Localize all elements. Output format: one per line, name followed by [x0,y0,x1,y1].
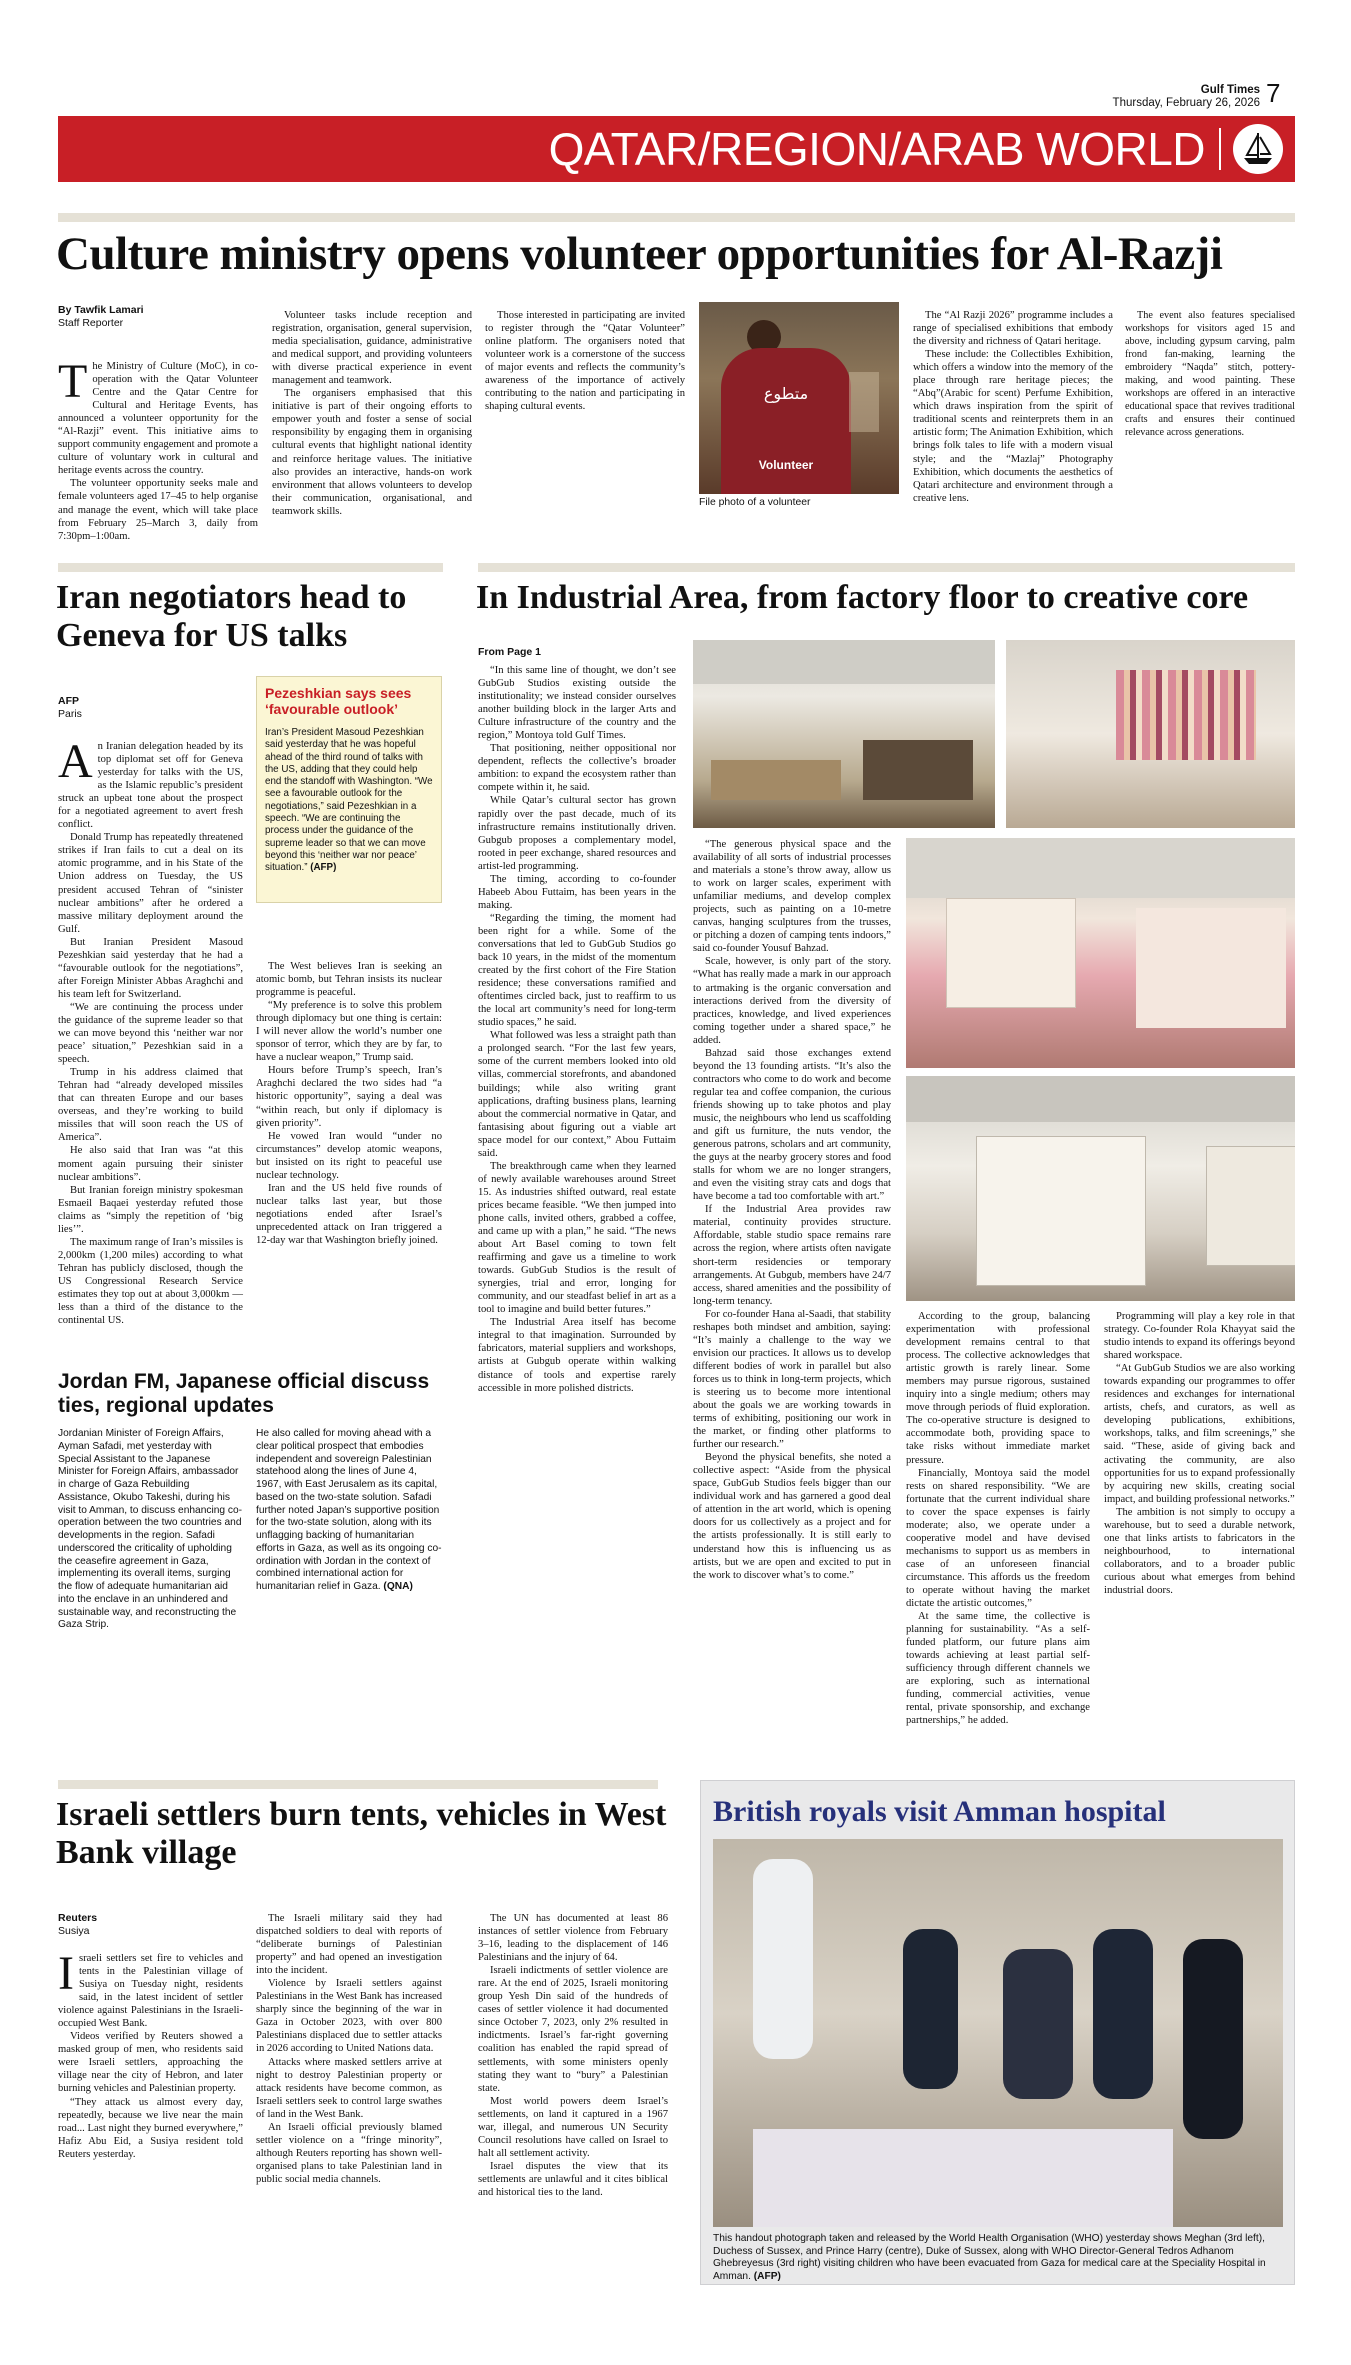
ceiling [693,640,995,684]
author: Reuters [58,1912,98,1924]
paragraph: According to the group, balancing experimentation with professional development remains central to that process. The collective acknowledges that artistic growth is rarely linear. Some members may pursue rigorous, sustained inquiry into a single medium; others may move through periods of fluid exploration. The co-operative structure is designed to accommodate both, providing space to take risks without immediate market pressure. [906,1311,1090,1466]
culture-col-1 [58,355,258,543]
paragraph: The volunteer opportunity seeks male and female volunteers aged 17–45 to help organise and manage the event, which will take place from February 25–March 3, daily from 7:30pm–1:00am. [58,478,258,542]
paragraph: At the same time, the collective is planning for sustainability. “As a self-funded platform, our future plans aim towards achieving at least partial self-sufficiency through different channels we are exploring, such as international funding, commercial activities, venue rental, private sponsorship, and exchange partnerships,” he added. [906,1611,1090,1727]
headline-jordan: Jordan FM, Japanese official discuss ties, regional updates [58,1370,430,1417]
byline-iran [58,695,158,721]
paragraph: For co-founder Hana al-Saadi, that stability reshapes both mindset and ambition, saying: “It’s mainly a challenge to the way we envision our practices. It allows us to develop different bodies of work in parallel but also forces us to think in long-term projects, which is steering us to become more intentional about the goals we are working towards in terms of exhibiting, positioning our work in the market, or finding other platforms to further our research.” [693,1308,891,1451]
camping-tent [946,898,1076,1008]
paragraph: The breakthrough came when they learned of newly available warehouses around Street 15. As industries shifted outward, real estate prices became feasible. “We then jumped into phone calls, invited others, grabbed a coffee, and came up with a plan,” he said. “The news about Art Basel coming to town felt reaffirming and gave us a timeline to work towards. GubGub Studios is the result of synergies, trial and error, longing for community, and our steadfast belief in art as a tool to imagine and build better futures.” [478,1160,676,1316]
dateline: Paris [58,708,82,720]
paper-name: Gulf Times [1200,84,1260,96]
paragraph: The timing, according to co-founder Habeeb Abou Futtaim, has been years in the making. [478,873,676,911]
paragraph: he Ministry of Culture (MoC), in co-operation with the Qatar Volunteer Centre and the Qatar Centre for Cultural and Heritage Events, has announced a volunteer opportunity for the “Al-Razji” event. This initiative aims to support community engagement and promote a culture of voluntary work in cultural and heritage events across the country. [58,361,258,477]
section-rule [58,563,443,572]
paragraph: Iran and the US held five rounds of nuclear talks last year, but those negotiations ended after Israel’s unprecedented attack on Iran triggered a 12-day war that Washington briefly joined. [256,1182,442,1246]
paragraph: Violence by Israeli settlers against Palestinians in the West Bank has increased sharply since the beginning of the war in Gaza in October 2023, with over 800 Palestinians displaced due to settler attacks in 2026 according to United Nations data. [256,1978,442,2055]
paragraph: “At GubGub Studios we are also working towards expanding our programmes to offer residences and exchanges for international artists, chefs, and curators, as well as developing publications, exhibitions, workshops, talks, and film screenings,” she said. “These, aside of giving back and activating the community, are also opportunities for us to expand professionally by acquiring new skills, creating social impact, and building professional networks.” [1104,1363,1295,1505]
royals-box [700,1780,1295,2285]
iran-col-1 [58,735,243,1327]
paragraph: Bahzad said those exchanges extend beyond the 13 founding artists. “It’s also the contractors who come to do work and become regular tea and coffee companion, the curious friends showing up to take photos and play music, the neighbours who lend us scaffolding and gift us furniture, the nuts vendor, the generous patrons, scholars and art community, the guys at the nearby grocery stores and food stalls for whom we are no longer strangers, and even the visiting stray cats and dogs that have become a tad too comfortable with art.” [693,1047,891,1203]
headline-culture: Culture ministry opens volunteer opportunities for Al-Razji [56,228,1223,280]
section-rule [58,213,1295,222]
ceiling [906,838,1295,898]
studio-photo-2 [1006,640,1295,828]
paragraph: But Iranian President Masoud Pezeshkian said yesterday that he had a “favourable outlook for the negotiations”, after Foreign Minister Abbas Araghchi and his team left for Switzerland. [58,936,243,1000]
headline-industrial: In Industrial Area, from factory floor to creative core [476,579,1249,616]
paragraph: n Iranian delegation headed by its top diplomat set off for Geneva yesterday for talks with the US, as the Islamic republic’s president struck an upbeat tone about the prospect for a negotiated agreement to avert fresh conflict. [58,741,243,831]
person-harry [1003,1949,1073,2099]
paragraph: That positioning, neither oppositional nor dependent, reflects the collective’s broader ambition: to expand the ecosystem rather than compete within it, he said. [478,743,676,794]
industrial-col-1 [478,664,676,1395]
industrial-col-2b [693,838,891,1582]
paragraph: Attacks where masked settlers arrive at night to destroy Palestinian property or attack residents have become common, as Israeli settlers seek to control large swathes of land in the West Bank. [256,2056,442,2120]
author: AFP [58,695,79,707]
culture-col-2 [272,309,472,518]
issue-date: Thursday, February 26, 2026 [1112,97,1260,109]
from-page-label: From Page 1 [478,646,542,658]
jordan-source: (QNA) [383,1581,413,1592]
paragraph: Scale, however, is only part of the story. “What has really made a mark in our approach to artmaking is the organic conversation and interactions derived from the diversity of practices, knowledge, and lived experiences coming together under a shared space,” he added. [693,956,891,1046]
person-official [1183,1939,1243,2139]
section-title: QATAR/REGION/ARAB WORLD [548,123,1205,175]
ceiling [906,1076,1295,1122]
paragraph: Trump in his address claimed that Tehran had “already developed missiles that can threaten Europe and our bases overseas, and they’re working to build missiles that will soon reach the US of America”. [58,1067,243,1144]
paragraph: Hours before Trump’s speech, Iran’s Araghchi declared the two sides had “a historic opportunity”, saying a deal was “within reach, but only if diplomacy is given priority”. [256,1065,442,1129]
paragraph: The maximum range of Iran’s missiles is 2,000km (1,200 miles) according to what Tehran has publicly disclosed, though the US Congressional Research Service estimates they top out at about 3,000km — less than a third of the distance to the continental US. [58,1236,243,1327]
author-role: Staff Reporter [58,317,124,329]
drop-cap: I [58,1947,74,2000]
paragraph: The West believes Iran is seeking an atomic bomb, but Tehran insists its nuclear programme is peaceful. [256,961,442,999]
paragraph: The event also features specialised workshops for visitors aged 15 and above, including gypsum carving, palm frond fan-making, learning the embroidery “Naqda” stitch, pottery-making, and wood painting. These workshops are offered in an interactive educational space that revives traditional crafts and ensures their continued relevance across generations. [1125,310,1295,439]
paragraph: “The generous physical space and the availability of all sorts of industrial processes and materials a stone’s throw away, allow us to work on larger scales, experiment with unfamiliar mediums, and develop complex projects, such as painting on a 10-metre canvas, hanging sculptures from the trusses, or pitching a dozen of camping tents indoors,” said co-founder Yousuf Bahzad. [693,839,891,955]
paragraph: Volunteer tasks include reception and registration, organisation, general supervision, media specialisation, guidance, administrative and medical support, and providing volunteers with diverse practical experience in event management and teamwork. [272,310,472,387]
studio-photo-3 [906,838,1295,1068]
photo-caption: File photo of a volunteer [699,497,811,508]
studio-photo-4 [906,1076,1295,1301]
byline-westbank [58,1912,158,1938]
sidebar-source: (AFP) [310,862,337,874]
byline-culture [58,304,218,330]
paragraph: While Qatar’s cultural sector has grown rapidly over the past decade, much of its infrastructure remains institutionally driven. Gubgub proposes a complementary model, rooted in peer exchange, shared resources and artist-led programming. [478,795,676,872]
paragraph: He vowed Iran would “under no circumstances” develop atomic weapons, but insisted on its right to peaceful use nuclear technology. [256,1130,442,1181]
paragraph: These include: the Collectibles Exhibition, which offers a window into the memory of the place through rare heritage pieces; the “Abq”(Arabic for scent) Perfume Exhibition, which draws inspiration from the spirit of traditional scents and reinterprets them in an artistic form; The Animation Exhibition, which brings folk tales to life with a modern visual style; and the “Mazlaj” Photography Exhibition, which documents the aesthetics of Qatari architecture and environment through a creative lens. [913,349,1113,504]
headline-westbank: Israeli settlers burn tents, vehicles in West Bank village [56,1796,667,1871]
drop-cap: T [58,355,88,408]
westbank-col-3 [478,1912,668,2199]
page-number: 7 [1266,78,1281,108]
paragraph: Donald Trump has repeatedly threatened strikes if Iran fails to cut a deal on its atomic programme, and in his State of the Union address on Tuesday, the US president accused Tehran of “sinister nuclear ambitions” after he ordered a massive military deployment around the Gulf. [58,832,243,935]
industrial-col-3 [906,1310,1090,1728]
iran-col-2 [256,960,442,1247]
person-meghan [903,1929,958,2089]
paragraph: “In this same line of thought, we don’t see GubGub Studios existing outside the institutionality; we instead consider ourselves another building block in the larger Arts and Culture infrastructure of the country and the region,” Montoya told Gulf Times. [478,665,676,742]
camping-tent [1136,908,1286,1028]
paragraph: “Regarding the timing, the moment had been right for a while. Some of the conversations that led to GubGub Studios go back 10 years, in the midst of the momentum created by the first cohort of the Fire Station residence; these conversations ramified and oftentimes circled back, just to reaffirm to us the local art community’s need for long-term studio spaces,” he said. [478,912,676,1029]
royals-caption: This handout photograph taken and released by the World Health Organisation (WHO) yesterday shows Meghan (3rd left), Duchess of Sussex, and Prince Harry (centre), Duke of Sussex, along with WHO Director-General Tedros Adhanom Ghebreyesus (3rd right) visiting children who have been evacuated from Gaza for medical care at the Speciality Hospital in Amman. (AFP) [713,2233,1266,2282]
vest-arabic-text: متطوع [763,386,809,403]
section-banner [58,116,1295,182]
paragraph: An Israeli official previously blamed settler violence on a “fringe minority”, although Reuters reporting has shown well-organised plans to take Palestinian land in public social media channels. [256,2121,442,2185]
section-rule [478,563,1295,572]
hanging-artwork [1116,670,1256,760]
paragraph: sraeli settlers set fire to vehicles and tents in the Palestinian village of Susiya on Tuesday night, residents said, in the latest incident of settler violence against Palestinians in the Israeli-occupied West Bank. [58,1953,243,2030]
paragraph: Israel disputes the view that its settlements are unlawful and it cites biblical and historical ties to the land. [478,2160,668,2198]
paragraph: Most world powers deem Israel’s settlements, on land it captured in a 1967 war, illegal, and numerous UN Security Council resolutions have called on Israel to halt all settlement activity. [478,2095,668,2159]
dateline: Susiya [58,1925,90,1937]
paragraph: The UN has documented at least 86 instances of settler violence from February 3–16, leading to the displacement of 146 Palestinians and the injury of 64. [478,1913,668,1964]
paragraph: Programming will play a key role in that strategy. Co-founder Rola Khayyat said the studio intends to expand its offerings beyond shared workspace. [1104,1311,1295,1362]
paragraph: The organisers emphasised that this initiative is part of their ongoing efforts to empower youth and foster a sense of social responsibility by engaging them in organising cultural events that highlight national identity and reinforce heritage values. The initiative also provides an interactive, hands-on work environment that allows volunteers to develop their communication, organisational, and teamwork skills. [272,388,472,517]
volunteer-vest [721,348,851,494]
westbank-col-1 [58,1947,243,2161]
industrial-col-4 [1104,1310,1295,1597]
dhow-logo-icon [1233,124,1283,174]
paragraph: The Israeli military said they had dispatched soldiers to deal with reports of “deliberate burnings of Palestinian property” and had opened an investigation into the incident. [256,1913,442,1977]
paragraph: What followed was less a straight path than a prolonged search. “For the last few years, some of the current members looked into old villas, commercial storefronts, and abandoned buildings; while also writing grant applications, drafting business plans, learning about the commercial normative in Qatar, and fantasising about figuring out a viable art space model for our context,” Abou Futtaim said. [478,1030,676,1159]
headline-royals: British royals visit Amman hospital [713,1795,1166,1828]
paragraph: Israeli indictments of settler violence are rare. At the end of 2025, Israeli monitoring group Yesh Din said of the hundreds of cases of settler violence it had documented since October 7, 2023, only 2% resulted in indictments. Israel’s far-right governing coalition has enabled the rapid spread of settlements, with some ministers openly stating they want to “bury” a Palestinian state. [478,1965,668,2094]
drop-cap: A [58,735,93,788]
banner-divider [1219,128,1221,170]
paragraph: Those interested in participating are invited to register through the “Qatar Volunteer” online platform. The organisers noted that volunteer work is a cornerstone of the success of major events and reflects the community’s awareness of the importance of actively contributing to the nation and participating in shaping cultural events. [485,310,685,413]
paragraph: Beyond the physical benefits, she noted a collective aspect: “Aside from the physical space, GubGub Studios feels bigger than our individual work and has garnered a good deal of attention in the art world, which is opening doors for us collectively as a project and for the artists professionally. It is still early to understand how this is influencing us as artists, but we are open and excited to put in the work to discover what’s to come.” [693,1452,891,1581]
masthead-info [1000,84,1260,110]
paragraph: The “Al Razji 2026” programme includes a range of specialised exhibitions that embody the diversity and richness of Qatari heritage. [913,310,1113,348]
work-table [711,760,841,800]
author: By Tawfik Lamari [58,304,144,316]
studio-photo-1 [693,640,995,828]
storage-shelf [863,740,973,800]
culture-col-5 [1125,309,1295,439]
volunteer-photo [699,302,899,494]
jordan-col-1: Jordanian Minister of Foreign Affairs, Ayman Safadi, met yesterday with Special Assistant to the Japanese Minister for Foreign Affairs, ambassador in charge of Gaza Rebuilding Assistance, Okubo Takeshi, during his visit to Amman, to discuss enhancing co-operation between the two countries and developments in the region. Safadi underscored the criticality of upholding the ceasefire agreement in Gaza, implementing its overall items, surging the flow of adequate humanitarian aid into the enclave in an unhindered and sustainable way, and reconstructing the Gaza Strip. [58,1428,243,1631]
paragraph: “We are continuing the process under the guidance of the supreme leader so that we can move beyond this ‘neither war nor peace’ situation,” Pezeshkian said in a speech. [58,1001,243,1066]
iran-sidebar [256,676,442,903]
sidebar-body: Iran’s President Masoud Pezeshkian said yesterday that he was hopeful ahead of the third round of talks with the US, adding that they could help end the standoff with Washington. “We see a favourable outlook for the negotiations,” said Pezeshkian in a speech. “We are continuing the process under the guidance of the supreme leader so that we can move beyond this ‘neither war nor peace’ situation.” (AFP) [265,727,433,874]
paragraph: The Industrial Area itself has become integral to that imagination. Surrounded by fabricators, material suppliers and workshops, artists at Gubgub operate within walking distance of tools and expertise rarely accessible in more polished districts. [478,1317,676,1394]
paragraph: Financially, Montoya said the model rests on shared responsibility. “We are fortunate that the current individual share to cover the space expenses is fairly moderate; also, we operate under a cooperative model and have devised mechanisms to support us as members in case of an unforeseen financial circumstance. This affords us the freedom to operate without having the market dictate the artistic outcomes,” [906,1467,1090,1610]
culture-col-3 [485,309,685,413]
paragraph: The ambition is not simply to occupy a warehouse, but to seed a durable network, one that links artists to fabricators in the neighbourhood, to international collaborators, and to a broader public curious about what emerges from behind industrial doors. [1104,1506,1295,1596]
westbank-col-2 [256,1912,442,2186]
headline-iran: Iran negotiators head to Geneva for US talks [56,579,407,654]
paragraph: “They attack us almost every day, repeatedly, because we live near the main road... Last night they burned everywhere,” Hafiz Abu Eid, a Susiya resident told Reuters yesterday. [58,2096,243,2160]
paragraph: If the Industrial Area provides raw material, continuity provides structure. Affordable, stable studio space remains rare across the region, where artists often navigate short-term residencies or temporary arrangements. At Gubgub, members have 24/7 access, shared amenities and the possibility of long-term tenancy. [693,1204,891,1307]
hospital-bed [753,2129,1173,2227]
royals-source: (AFP) [753,2270,781,2282]
gallery-partition [1206,1146,1295,1266]
paragraph: But Iranian foreign ministry spokesman Esmaeil Baqaei yesterday refuted those claims as “simply the repetition of ‘big lies’”. [58,1184,243,1235]
person-tedros [1093,1929,1153,2099]
vest-volunteer-text: Volunteer [758,458,814,472]
jordan-col-2: He also called for moving ahead with a clear political prospect that embodies independent and sovereign Palestinian statehood along the lines of June 4, 1967, with East Jerusalem as its capital, based on the two-state solution. Safadi further noted Japan’s supportive position for the two-state solution, along with its unflagging backing of humanitarian efforts in Gaza, as well as its ongoing co-ordination with Jordan in the context of combined international action for humanitarian relief in Gaza. (QNA) [256,1428,442,1592]
person-white-coat [753,1859,813,2059]
sidebar-title: Pezeshkian says sees ‘favourable outlook’ [265,685,412,717]
paragraph: Videos verified by Reuters showed a masked group of men, who residents said were Israeli settlers, approaching the village near the city of Hebron, and later burning vehicles and Palestinian property. [58,2031,243,2095]
background-tent [849,372,879,432]
gallery-partition [976,1136,1146,1286]
royals-photo [713,1839,1283,2227]
paragraph: He also said that Iran was “at this moment again pursuing their sinister nuclear ambitions”. [58,1145,243,1183]
paragraph: “My preference is to solve this problem through diplomacy but one thing is certain: I will never allow the world’s number one sponsor of terror, which they are by far, to have a nuclear weapon,” Trump said. [256,1000,442,1064]
culture-col-4 [913,309,1113,505]
section-rule [58,1780,658,1789]
